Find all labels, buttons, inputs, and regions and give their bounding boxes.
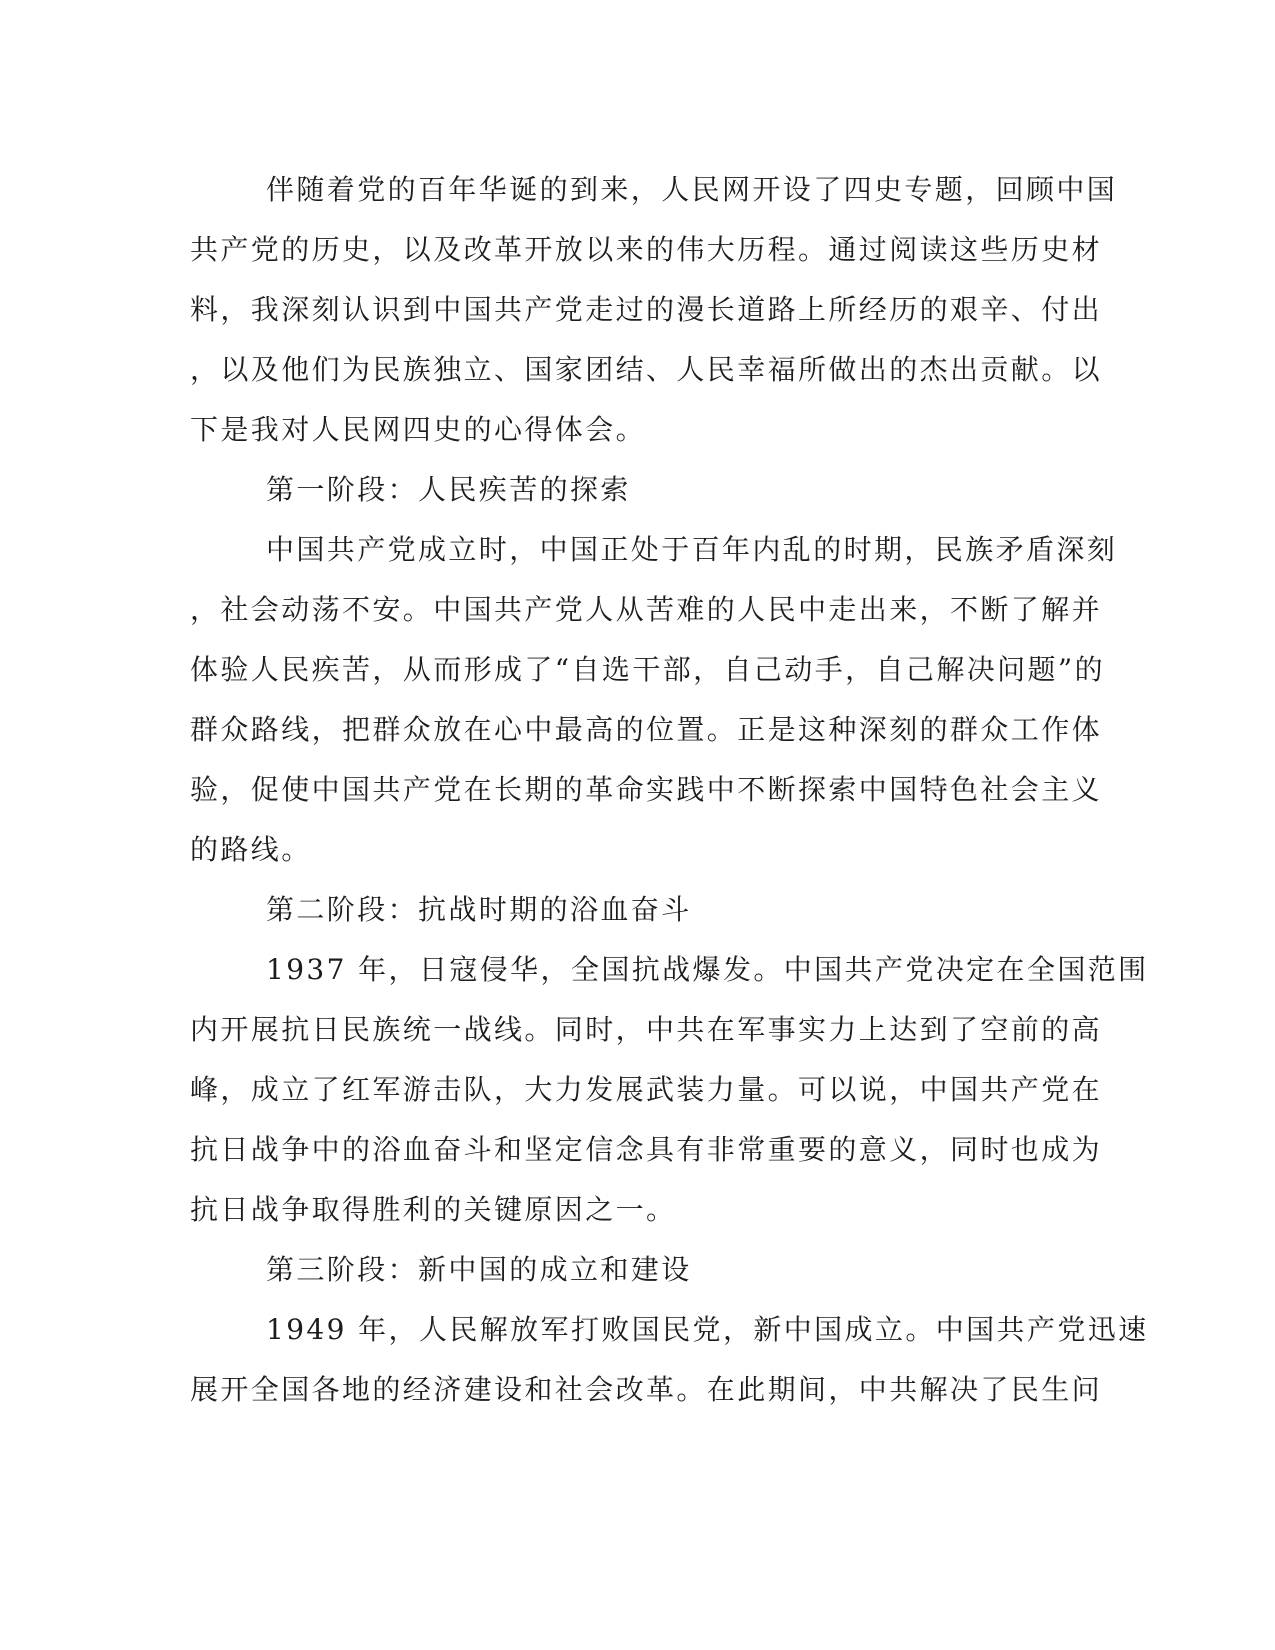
text-line: 第三阶段：新中国的成立和建设	[266, 1253, 692, 1286]
text-line: 1949 年，人民解放军打败国民党，新中国成立。中国共产党迅速	[266, 1313, 1149, 1346]
text-line: 第一阶段：人民疾苦的探索	[266, 473, 631, 506]
text-line: 抗日战争取得胜利的关键原因之一。	[190, 1193, 677, 1226]
document-body	[190, 160, 1149, 1420]
text-line: ，社会动荡不安。中国共产党人从苦难的人民中走出来，不断了解并	[190, 593, 1103, 626]
text-line: 的路线。	[190, 833, 312, 866]
text-line: 验，促使中国共产党在长期的革命实践中不断探索中国特色社会主义	[190, 773, 1103, 806]
text-line: 1937 年，日寇侵华，全国抗战爆发。中国共产党决定在全国范围	[266, 953, 1149, 986]
text-line: 伴随着党的百年华诞的到来，人民网开设了四史专题，回顾中国	[266, 173, 1118, 206]
text-line: 料，我深刻认识到中国共产党走过的漫长道路上所经历的艰辛、付出	[190, 293, 1103, 326]
text-line: 群众路线，把群众放在心中最高的位置。正是这种深刻的群众工作体	[190, 713, 1103, 746]
text-line: 中国共产党成立时，中国正处于百年内乱的时期，民族矛盾深刻	[266, 533, 1118, 566]
text-line: 第二阶段：抗战时期的浴血奋斗	[266, 893, 692, 926]
text-line: ，以及他们为民族独立、国家团结、人民幸福所做出的杰出贡献。以	[190, 353, 1103, 386]
text-line: 峰，成立了红军游击队，大力发展武装力量。可以说，中国共产党在	[190, 1073, 1103, 1106]
text-line: 展开全国各地的经济建设和社会改革。在此期间，中共解决了民生问	[190, 1373, 1103, 1406]
text-line: 下是我对人民网四史的心得体会。	[190, 413, 647, 446]
text-line: 内开展抗日民族统一战线。同时，中共在军事实力上达到了空前的高	[190, 1013, 1103, 1046]
text-line: 抗日战争中的浴血奋斗和坚定信念具有非常重要的意义，同时也成为	[190, 1133, 1103, 1166]
text-line: 共产党的历史，以及改革开放以来的伟大历程。通过阅读这些历史材	[190, 233, 1103, 266]
text-line: 体验人民疾苦，从而形成了“自选干部，自己动手，自己解决问题”的	[190, 653, 1106, 686]
